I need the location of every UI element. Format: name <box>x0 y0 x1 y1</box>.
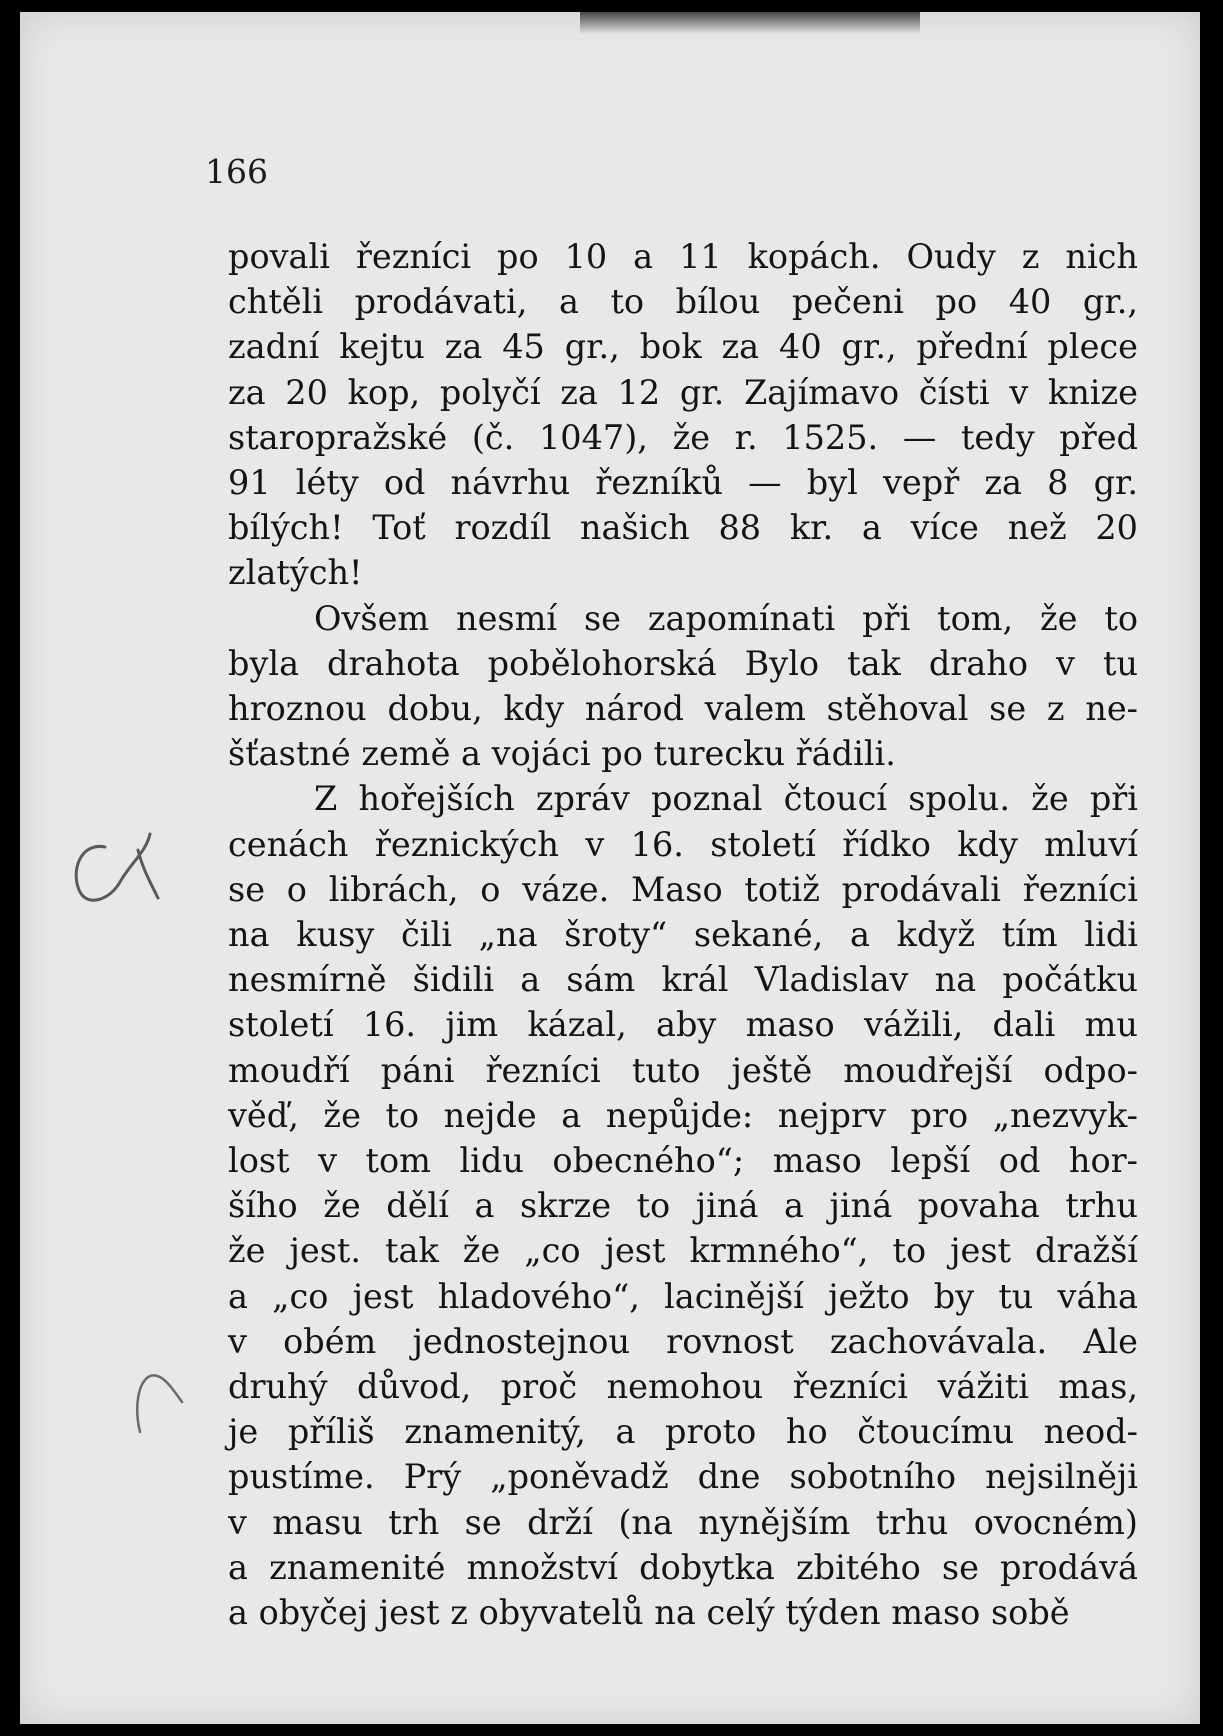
text-line: šťastné země a vojáci po turecku řádili. <box>228 734 896 774</box>
pencil-annotation-mark <box>50 812 170 922</box>
text-line: že jest. tak že „co jest krmného“, to jest dražší <box>228 1231 1138 1271</box>
text-line: za 20 kop, polyčí za 12 gr. Zajímavo čísti v knize <box>228 372 1138 412</box>
text-line: hroznou dobu, kdy národ valem stěhoval se z ne- <box>228 689 1138 729</box>
text-line: nesmírně šidili a sám král Vladislav na počátku <box>228 960 1138 1000</box>
text-line: pustíme. Prý „poněvadž dne sobotního nejsilněji <box>228 1457 1138 1497</box>
text-line: cenách řeznických v 16. století řídko kdy mluví <box>228 824 1138 864</box>
text-line: šího že dělí a skrze to jiná a jiná povaha trhu <box>228 1186 1138 1226</box>
text-line: zlatých! <box>228 553 363 593</box>
pencil-bracket-mark <box>112 1362 202 1452</box>
text-line: a „co jest hladového“, lacinější ježto by tu váha <box>228 1276 1138 1316</box>
text-line: v masu trh se drží (na nynějším trhu ovocném) <box>228 1502 1138 1542</box>
text-line: Ovšem nesmí se zapomínati při tom, že to <box>314 598 1138 638</box>
text-line: 91 léty od návrhu řezníků — byl vepř za 8 gr. <box>228 463 1138 503</box>
text-line: věď, že to nejde a nepůjde: nejprv pro „nezvyk- <box>228 1095 1138 1135</box>
text-line: druhý důvod, proč nemohou řezníci vážiti mas, <box>228 1367 1138 1407</box>
text-line: lost v tom lidu obecného“; maso lepší od hor- <box>228 1141 1138 1181</box>
text-line: povali řezníci po 10 a 11 kopách. Oudy z nich <box>228 237 1138 276</box>
text-line: chtěli prodávati, a to bílou pečeni po 40 gr., <box>228 282 1138 322</box>
text-line: století 16. jim kázal, aby maso vážili, dali mu <box>228 1005 1138 1045</box>
page-edge-shadow <box>580 12 920 34</box>
text-line: staropražské (č. 1047), že r. 1525. — tedy před <box>228 417 1138 457</box>
text-line: v obém jednostejnou rovnost zachovávala. Ale <box>228 1321 1138 1361</box>
text-line: se o librách, o váze. Maso totiž prodávali řezníci <box>228 869 1138 909</box>
text-line: a obyčej jest z obyvatelů na celý týden maso sobě <box>228 1593 1070 1633</box>
text-line: bílých! Toť rozdíl našich 88 kr. a více než 20 <box>228 508 1138 548</box>
book-page <box>20 12 1200 1724</box>
page-number: 166 <box>205 152 268 191</box>
text-line: Z hořejších zpráv poznal čtoucí spolu. že při <box>314 779 1138 819</box>
text-line: na kusy čili „na šroty“ sekané, a když tím lidi <box>228 915 1138 955</box>
text-line: a znamenité množství dobytka zbitého se prodává <box>228 1547 1138 1587</box>
text-line: zadní kejtu za 45 gr., bok za 40 gr., přední plece <box>228 327 1138 367</box>
text-line: je příliš znamenitý, a proto ho čtoucímu neod- <box>228 1412 1138 1452</box>
text-line: byla drahota pobělohorská Bylo tak draho v tu <box>228 643 1138 683</box>
text-line: moudří páni řezníci tuto ještě moudřejší odpo- <box>228 1050 1138 1090</box>
body-text <box>228 234 1138 1635</box>
